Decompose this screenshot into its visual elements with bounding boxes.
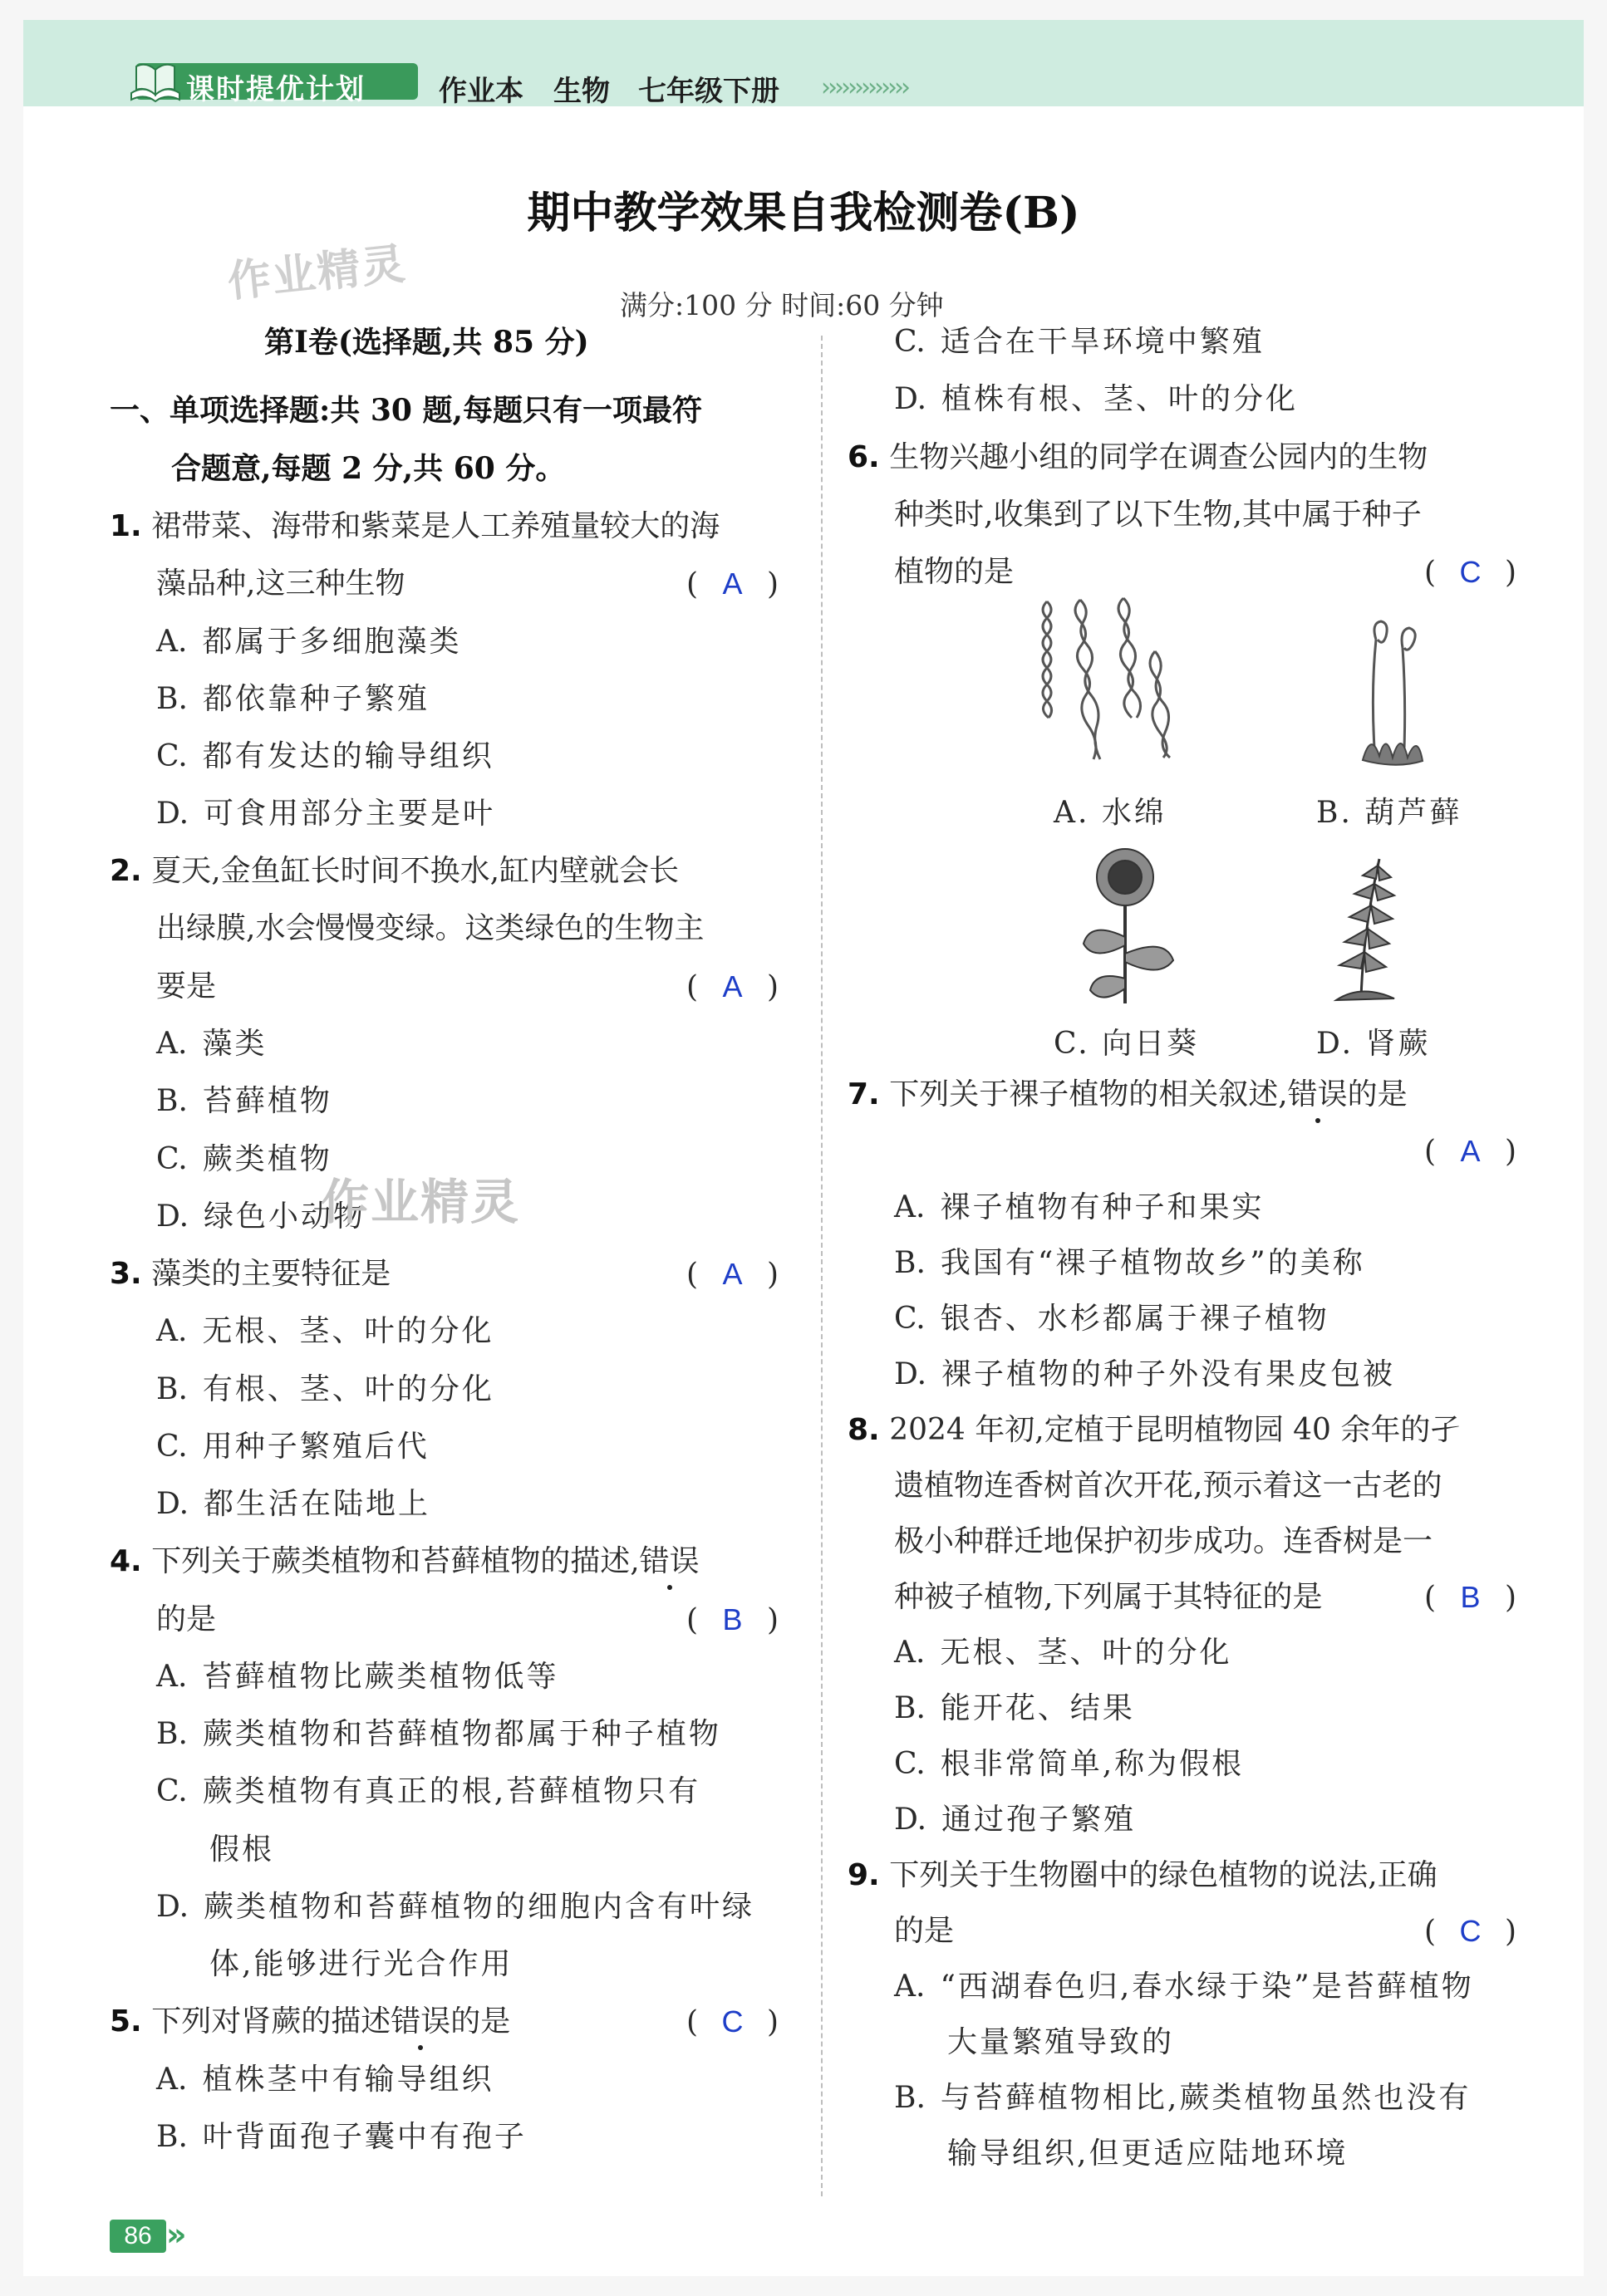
question-5-option-a: A. 植株茎中有输导组织 <box>156 2063 494 2097</box>
question-7-option-c: C. 银杏、水杉都属于裸子植物 <box>894 1302 1329 1336</box>
question-4-stem: 4. 下列关于蕨类植物和苔藓植物的描述,错误 <box>110 1544 700 1578</box>
moss-illustration <box>1346 615 1446 773</box>
part-heading: 第Ⅰ卷(选择题,共 85 分) <box>264 325 589 360</box>
chevrons-decoration: ››››››››››››› <box>821 73 907 102</box>
question-4-option-d: D. 蕨类植物和苔藓植物的细胞内含有叶绿 <box>156 1890 755 1924</box>
question-8-option-c: C. 根非常简单,称为假根 <box>894 1747 1245 1781</box>
question-6-stem-cont1: 种类时,收集到了以下生物,其中属于种子 <box>894 498 1422 532</box>
figure-b-caption: B. 葫芦藓 <box>1316 796 1462 830</box>
question-4-option-a: A. 苔藓植物比蕨类植物低等 <box>156 1660 559 1694</box>
question-3-stem: 3. 藻类的主要特征是 <box>110 1257 391 1291</box>
book-type: 作业本 <box>439 75 523 108</box>
question-1-option-a: A. 都属于多细胞藻类 <box>156 625 462 659</box>
question-2-option-a: A. 藻类 <box>156 1027 268 1061</box>
question-2-option-d: D. 绿色小动物 <box>156 1200 366 1234</box>
question-8-stem-cont2: 极小种群迁地保护初步成功。连香树是一 <box>894 1524 1433 1558</box>
fern-illustration <box>1303 842 1419 1008</box>
emphasis-wrong: 错误 <box>391 2004 451 2038</box>
question-1-stem: 1. 裙带菜、海带和紫菜是人工养殖量较大的海 <box>110 509 720 543</box>
watermark-top: 作业精灵 <box>225 238 410 308</box>
question-8-stem: 8. 2024 年初,定植于昆明植物园 40 余年的孑 <box>848 1413 1461 1447</box>
question-5-stem: 5. 下列对肾蕨的描述错误的是 <box>110 2004 511 2038</box>
question-2-option-c: C. 蕨类植物 <box>156 1142 332 1176</box>
question-9-option-a-cont: 大量繁殖导致的 <box>947 2025 1175 2059</box>
page-title: 期中教学效果自我检测卷(B) <box>527 188 1080 238</box>
question-1-option-c: C. 都有发达的输导组织 <box>156 739 494 773</box>
question-3-option-b: B. 有根、茎、叶的分化 <box>156 1372 494 1406</box>
question-5-option-b: B. 叶背面孢子囊中有孢子 <box>156 2120 527 2154</box>
question-9-stem-cont: 的是 <box>894 1914 955 1948</box>
question-4-stem-cont: 的是 <box>156 1602 217 1636</box>
question-4-answer: ( B ) <box>686 1602 779 1637</box>
watermark-middle: 作业精灵 <box>321 1174 521 1230</box>
question-3-option-d: D. 都生活在陆地上 <box>156 1487 431 1521</box>
page-number: 86 <box>110 2220 166 2253</box>
series-name: 课时提优计划 <box>186 73 366 106</box>
question-8-stem-cont3: 种被子植物,下列属于其特征的是 <box>894 1580 1323 1614</box>
subject-name: 生物 <box>553 75 610 108</box>
page-chevron-icon: » <box>166 2216 187 2253</box>
open-book-icon <box>128 60 183 103</box>
question-8-option-a: A. 无根、茎、叶的分化 <box>894 1636 1232 1670</box>
question-3-option-c: C. 用种子繁殖后代 <box>156 1430 430 1464</box>
figure-d-caption: D. 肾蕨 <box>1316 1027 1431 1061</box>
question-8-option-b: B. 能开花、结果 <box>894 1691 1135 1725</box>
question-1-option-d: D. 可食用部分主要是叶 <box>156 797 496 831</box>
question-7-option-a: A. 裸子植物有种子和果实 <box>894 1190 1265 1224</box>
question-4-option-c: C. 蕨类植物有真正的根,苔藓植物只有 <box>156 1774 701 1808</box>
question-2-option-b: B. 苔藓植物 <box>156 1084 332 1118</box>
emphasis-wrong: 错误 <box>639 1544 700 1578</box>
question-7-answer: ( A ) <box>1424 1134 1516 1169</box>
question-1-stem-cont: 藻品种,这三种生物 <box>156 567 405 601</box>
question-9-stem: 9. 下列关于生物圈中的绿色植物的说法,正确 <box>848 1858 1437 1892</box>
question-3-answer: ( A ) <box>686 1257 779 1292</box>
section-heading-line1: 一、单项选择题:共 30 题,每题只有一项最符 <box>110 393 702 428</box>
figure-a-caption: A. 水绵 <box>1054 796 1167 830</box>
worksheet-page <box>23 20 1584 2276</box>
question-9-option-b: B. 与苔藓植物相比,蕨类植物虽然也没有 <box>894 2081 1472 2115</box>
question-8-answer: ( B ) <box>1424 1580 1516 1615</box>
question-4-option-d-cont: 体,能够进行光合作用 <box>209 1947 514 1981</box>
question-6-answer: ( C ) <box>1424 555 1516 590</box>
exam-info: 满分:100 分 时间:60 分钟 <box>620 289 944 321</box>
emphasis-wrong: 错误 <box>1287 1077 1348 1111</box>
question-1-option-b: B. 都依靠种子繁殖 <box>156 682 430 716</box>
question-9-answer: ( C ) <box>1424 1914 1516 1949</box>
question-4-option-c-cont: 假根 <box>209 1832 275 1867</box>
question-9-option-b-cont: 输导组织,但更适应陆地环境 <box>947 2137 1349 2171</box>
question-2-stem: 2. 夏天,金鱼缸长时间不换水,缸内壁就会长 <box>110 854 680 888</box>
question-6-stem: 6. 生物兴趣小组的同学在调查公园内的生物 <box>848 440 1428 474</box>
sunflower-illustration <box>1074 846 1182 1012</box>
question-8-option-d: D. 通过孢子繁殖 <box>894 1803 1137 1837</box>
question-5-option-d: D. 植株有根、茎、叶的分化 <box>894 382 1299 416</box>
question-1-answer: ( A ) <box>686 567 779 601</box>
section-heading-line2: 合题意,每题 2 分,共 60 分。 <box>171 451 566 486</box>
spirogyra-illustration <box>1030 593 1188 768</box>
question-2-stem-cont2: 要是 <box>156 969 217 1003</box>
question-8-stem-cont1: 遗植物连香树首次开花,预示着这一古老的 <box>894 1469 1442 1503</box>
question-7-option-d: D. 裸子植物的种子外没有果皮包被 <box>894 1357 1396 1391</box>
question-9-option-a: A. “西湖春色归,春水绿于染”是苔藓植物 <box>894 1970 1474 2004</box>
question-7-option-b: B. 我国有“裸子植物故乡”的美称 <box>894 1246 1365 1280</box>
question-2-stem-cont1: 出绿膜,水会慢慢变绿。这类绿色的生物主 <box>156 911 705 945</box>
question-2-answer: ( A ) <box>686 969 779 1004</box>
question-5-answer: ( C ) <box>686 2004 779 2039</box>
column-divider <box>821 336 823 2196</box>
question-7-stem: 7. 下列关于裸子植物的相关叙述,错误的是 <box>848 1077 1408 1111</box>
question-6-stem-cont2: 植物的是 <box>894 555 1015 589</box>
question-5-option-c: C. 适合在干旱环境中繁殖 <box>894 325 1265 359</box>
question-3-option-a: A. 无根、茎、叶的分化 <box>156 1314 494 1348</box>
question-4-option-b: B. 蕨类植物和苔藓植物都属于种子植物 <box>156 1717 721 1751</box>
page-header <box>23 20 1584 106</box>
grade-name: 七年级下册 <box>638 75 779 108</box>
figure-c-caption: C. 向日葵 <box>1054 1027 1200 1061</box>
